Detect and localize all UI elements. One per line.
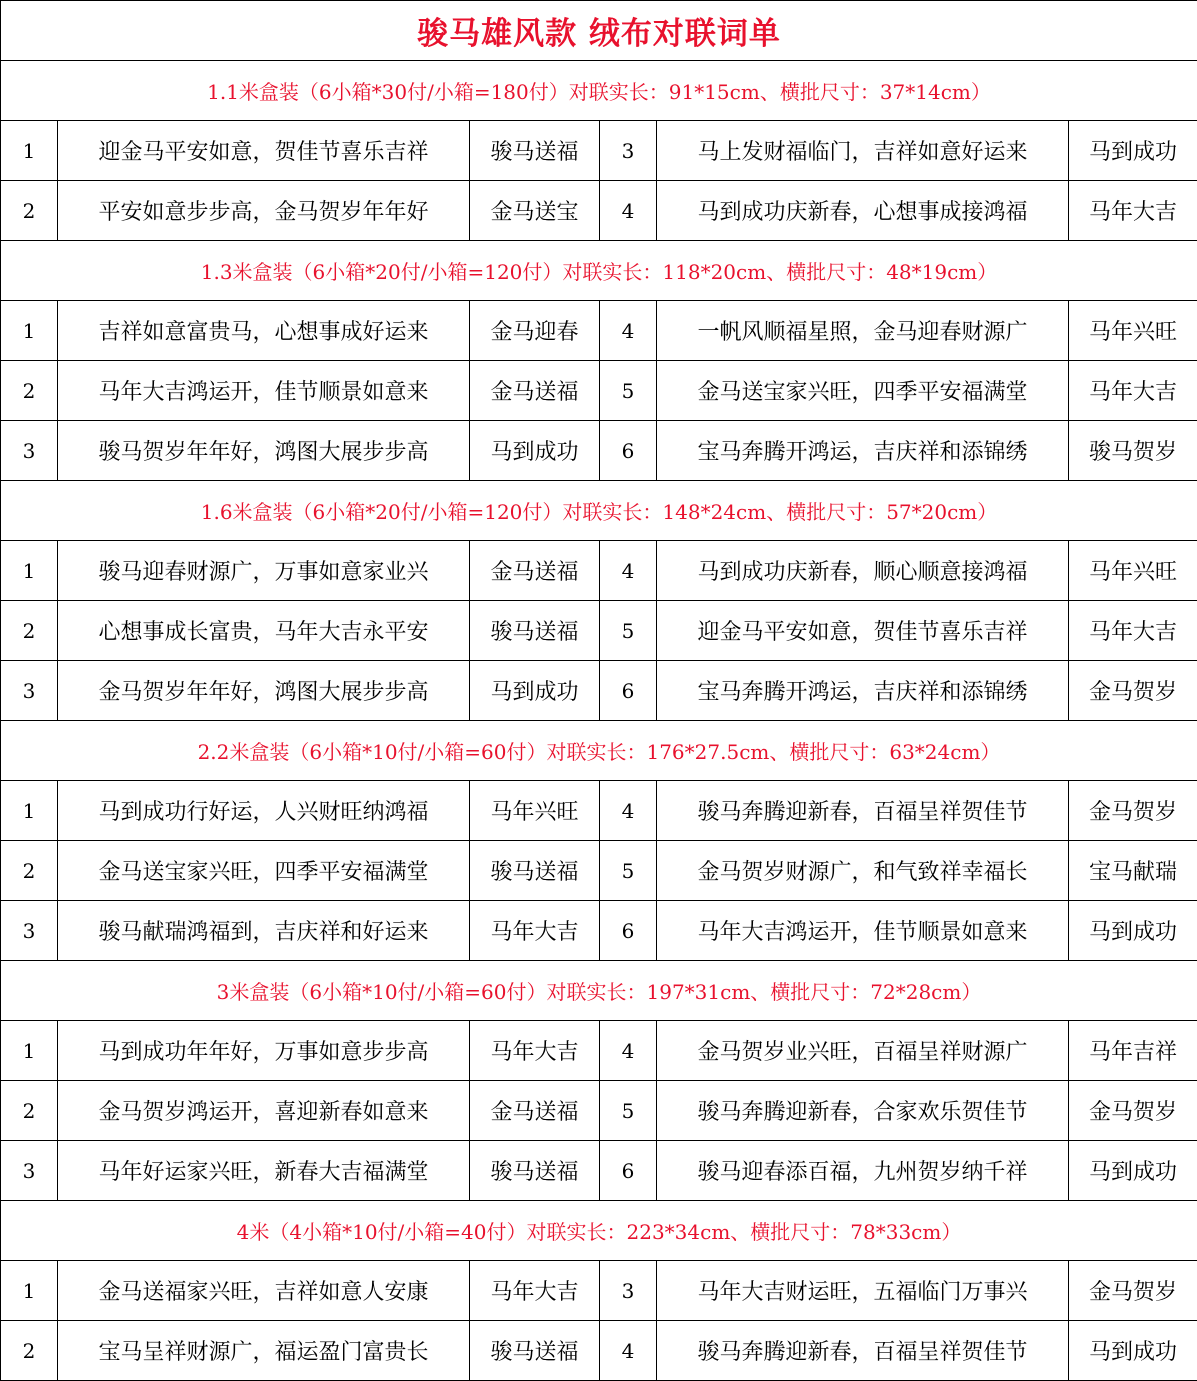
couplet-text: 迎金马平安如意，贺佳节喜乐吉祥 — [657, 601, 1069, 661]
item-number: 3 — [600, 1261, 657, 1321]
section-header: 1.3米盒装（6小箱*20付/小箱=120付）对联实长：118*20cm、横批尺寸：48*19cm） — [1, 241, 1197, 301]
item-number: 5 — [600, 601, 657, 661]
horizontal-scroll-text: 马年大吉 — [1069, 601, 1197, 661]
couplet-text: 金马送宝家兴旺，四季平安福满堂 — [657, 361, 1069, 421]
section-header-row — [1, 721, 1197, 781]
couplet-text: 金马送宝家兴旺，四季平安福满堂 — [58, 841, 470, 901]
horizontal-scroll-text: 金马送福 — [470, 1081, 600, 1141]
item-number: 2 — [1, 181, 58, 241]
couplet-row — [1, 1081, 1197, 1141]
item-number: 4 — [600, 781, 657, 841]
horizontal-scroll-text: 骏马送福 — [470, 1321, 600, 1381]
title-row — [1, 1, 1197, 61]
horizontal-scroll-text: 金马送宝 — [470, 181, 600, 241]
item-number: 4 — [600, 1321, 657, 1381]
couplet-row — [1, 1141, 1197, 1201]
horizontal-scroll-text: 金马送福 — [470, 541, 600, 601]
horizontal-scroll-text: 骏马送福 — [470, 841, 600, 901]
horizontal-scroll-text: 金马贺岁 — [1069, 781, 1197, 841]
section-header: 3米盒装（6小箱*10付/小箱=60付）对联实长：197*31cm、横批尺寸：72*28cm） — [1, 961, 1197, 1021]
item-number: 2 — [1, 361, 58, 421]
couplet-text: 马到成功年年好，万事如意步步高 — [58, 1021, 470, 1081]
horizontal-scroll-text: 马到成功 — [1069, 901, 1197, 961]
section-header: 2.2米盒装（6小箱*10付/小箱=60付）对联实长：176*27.5cm、横批尺寸：63*24cm） — [1, 721, 1197, 781]
horizontal-scroll-text: 金马贺岁 — [1069, 661, 1197, 721]
horizontal-scroll-text: 马到成功 — [470, 661, 600, 721]
horizontal-scroll-text: 马到成功 — [1069, 121, 1197, 181]
couplet-text: 金马贺岁鸿运开，喜迎新春如意来 — [58, 1081, 470, 1141]
item-number: 5 — [600, 1081, 657, 1141]
item-number: 2 — [1, 841, 58, 901]
item-number: 6 — [600, 421, 657, 481]
couplet-row — [1, 361, 1197, 421]
couplet-text: 骏马奔腾迎新春，百福呈祥贺佳节 — [657, 1321, 1069, 1381]
horizontal-scroll-text: 马到成功 — [1069, 1141, 1197, 1201]
couplet-row — [1, 181, 1197, 241]
section-header: 1.1米盒装（6小箱*30付/小箱=180付）对联实长：91*15cm、横批尺寸：37*14cm） — [1, 61, 1197, 121]
item-number: 1 — [1, 541, 58, 601]
horizontal-scroll-text: 马年兴旺 — [1069, 301, 1197, 361]
couplet-row — [1, 121, 1197, 181]
section-header-row — [1, 1201, 1197, 1261]
couplet-text: 平安如意步步高，金马贺岁年年好 — [58, 181, 470, 241]
couplet-row — [1, 601, 1197, 661]
couplet-row — [1, 781, 1197, 841]
item-number: 4 — [600, 301, 657, 361]
couplet-text: 心想事成长富贵，马年大吉永平安 — [58, 601, 470, 661]
couplet-text: 马年好运家兴旺，新春大吉福满堂 — [58, 1141, 470, 1201]
couplet-text: 骏马迎春财源广，万事如意家业兴 — [58, 541, 470, 601]
couplet-row — [1, 1321, 1197, 1381]
section-header-row — [1, 481, 1197, 541]
couplet-text: 骏马迎春添百福，九州贺岁纳千祥 — [657, 1141, 1069, 1201]
horizontal-scroll-text: 骏马送福 — [470, 1141, 600, 1201]
section-header-row — [1, 61, 1197, 121]
couplet-text: 宝马呈祥财源广，福运盈门富贵长 — [58, 1321, 470, 1381]
couplet-text: 金马送福家兴旺，吉祥如意人安康 — [58, 1261, 470, 1321]
couplet-row — [1, 1021, 1197, 1081]
couplet-text: 马年大吉鸿运开，佳节顺景如意来 — [58, 361, 470, 421]
couplet-text: 马到成功庆新春，顺心顺意接鸿福 — [657, 541, 1069, 601]
couplet-text: 马上发财福临门，吉祥如意好运来 — [657, 121, 1069, 181]
item-number: 2 — [1, 601, 58, 661]
item-number: 3 — [1, 1141, 58, 1201]
horizontal-scroll-text: 骏马贺岁 — [1069, 421, 1197, 481]
item-number: 6 — [600, 1141, 657, 1201]
horizontal-scroll-text: 骏马送福 — [470, 601, 600, 661]
page-title: 骏马雄风款 绒布对联词单 — [1, 1, 1197, 61]
item-number: 3 — [600, 121, 657, 181]
couplet-text: 吉祥如意富贵马，心想事成好运来 — [58, 301, 470, 361]
couplet-text: 一帆风顺福星照，金马迎春财源广 — [657, 301, 1069, 361]
couplet-text: 骏马奔腾迎新春，百福呈祥贺佳节 — [657, 781, 1069, 841]
item-number: 2 — [1, 1321, 58, 1381]
couplet-row — [1, 1261, 1197, 1321]
item-number: 5 — [600, 361, 657, 421]
horizontal-scroll-text: 马年大吉 — [470, 901, 600, 961]
section-header-row — [1, 961, 1197, 1021]
couplet-text: 骏马献瑞鸿福到，吉庆祥和好运来 — [58, 901, 470, 961]
section-header: 1.6米盒装（6小箱*20付/小箱=120付）对联实长：148*24cm、横批尺寸：57*20cm） — [1, 481, 1197, 541]
item-number: 6 — [600, 661, 657, 721]
horizontal-scroll-text: 金马送福 — [470, 361, 600, 421]
horizontal-scroll-text: 马到成功 — [1069, 1321, 1197, 1381]
horizontal-scroll-text: 马年吉祥 — [1069, 1021, 1197, 1081]
couplet-text: 迎金马平安如意，贺佳节喜乐吉祥 — [58, 121, 470, 181]
couplet-row — [1, 841, 1197, 901]
couplet-text: 骏马奔腾迎新春，合家欢乐贺佳节 — [657, 1081, 1069, 1141]
couplet-text: 骏马贺岁年年好，鸿图大展步步高 — [58, 421, 470, 481]
horizontal-scroll-text: 马年兴旺 — [1069, 541, 1197, 601]
couplet-text: 马到成功庆新春，心想事成接鸿福 — [657, 181, 1069, 241]
couplet-text: 金马贺岁年年好，鸿图大展步步高 — [58, 661, 470, 721]
horizontal-scroll-text: 金马迎春 — [470, 301, 600, 361]
section-header: 4米（4小箱*10付/小箱=40付）对联实长：223*34cm、横批尺寸：78*33cm） — [1, 1201, 1197, 1261]
item-number: 1 — [1, 1021, 58, 1081]
item-number: 1 — [1, 1261, 58, 1321]
horizontal-scroll-text: 马年大吉 — [1069, 361, 1197, 421]
couplet-text: 宝马奔腾开鸿运，吉庆祥和添锦绣 — [657, 661, 1069, 721]
item-number: 1 — [1, 121, 58, 181]
horizontal-scroll-text: 马年兴旺 — [470, 781, 600, 841]
horizontal-scroll-text: 宝马献瑞 — [1069, 841, 1197, 901]
item-number: 1 — [1, 301, 58, 361]
item-number: 3 — [1, 421, 58, 481]
couplet-text: 宝马奔腾开鸿运，吉庆祥和添锦绣 — [657, 421, 1069, 481]
item-number: 6 — [600, 901, 657, 961]
item-number: 5 — [600, 841, 657, 901]
section-header-row — [1, 241, 1197, 301]
horizontal-scroll-text: 骏马送福 — [470, 121, 600, 181]
horizontal-scroll-text: 马到成功 — [470, 421, 600, 481]
item-number: 4 — [600, 541, 657, 601]
couplet-text: 金马贺岁业兴旺，百福呈祥财源广 — [657, 1021, 1069, 1081]
couplet-row — [1, 541, 1197, 601]
couplet-row — [1, 661, 1197, 721]
item-number: 4 — [600, 1021, 657, 1081]
item-number: 1 — [1, 781, 58, 841]
couplet-text: 马年大吉鸿运开，佳节顺景如意来 — [657, 901, 1069, 961]
couplet-row — [1, 901, 1197, 961]
item-number: 3 — [1, 661, 58, 721]
item-number: 3 — [1, 901, 58, 961]
couplet-text: 马年大吉财运旺，五福临门万事兴 — [657, 1261, 1069, 1321]
couplet-text: 马到成功行好运，人兴财旺纳鸿福 — [58, 781, 470, 841]
horizontal-scroll-text: 马年大吉 — [470, 1261, 600, 1321]
couplet-row — [1, 301, 1197, 361]
item-number: 4 — [600, 181, 657, 241]
couplet-row — [1, 421, 1197, 481]
horizontal-scroll-text: 金马贺岁 — [1069, 1261, 1197, 1321]
horizontal-scroll-text: 马年大吉 — [1069, 181, 1197, 241]
horizontal-scroll-text: 金马贺岁 — [1069, 1081, 1197, 1141]
horizontal-scroll-text: 马年大吉 — [470, 1021, 600, 1081]
couplet-text: 金马贺岁财源广，和气致祥幸福长 — [657, 841, 1069, 901]
item-number: 2 — [1, 1081, 58, 1141]
